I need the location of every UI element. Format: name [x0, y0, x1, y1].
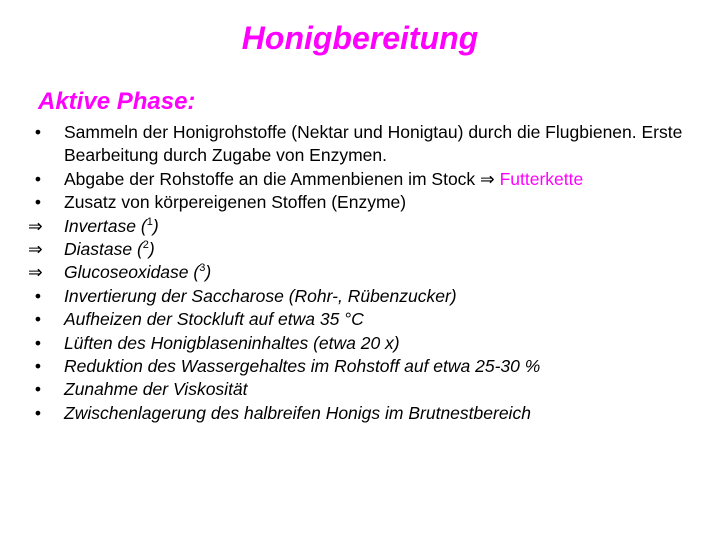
list-item-text: Sammeln der Honigrohstoffe (Nektar und Honigtau) durch die Flugbienen. Erste Bearbeitung durch Zugabe von Enzymen.	[64, 122, 683, 166]
list-item-text: Zusatz von körpereigenen Stoffen (Enzyme)	[64, 192, 407, 213]
list-item	[28, 261, 708, 284]
bullet-marker: •	[34, 168, 42, 189]
list-item-text: Glucoseoxidase (	[64, 262, 200, 283]
list-item	[28, 285, 708, 308]
slide-title: Honigbereitung	[241, 20, 479, 56]
list-item	[28, 191, 708, 214]
list-item-text: Zwischenlagerung des halbreifen Honigs im Brutnestbereich	[64, 402, 531, 423]
content-list	[28, 121, 708, 425]
implies-arrow-icon: ⇒	[28, 215, 43, 236]
footnote-number: 2	[142, 239, 149, 252]
highlight-term: Futterkette	[499, 168, 584, 189]
footnote-number: 1	[146, 215, 153, 228]
list-item-tail: )	[205, 262, 212, 283]
list-item	[28, 215, 708, 238]
list-item	[28, 378, 708, 401]
implies-arrow-icon: ⇒	[480, 168, 495, 189]
bullet-marker: •	[34, 379, 42, 400]
list-item	[28, 238, 708, 261]
list-item	[28, 332, 708, 355]
bullet-marker: •	[34, 285, 42, 306]
bullet-marker: •	[34, 122, 42, 142]
list-item	[28, 355, 708, 378]
list-item	[28, 121, 708, 168]
list-item-text: Reduktion des Wassergehaltes im Rohstoff auf etwa 25-30 %	[64, 356, 541, 377]
bullet-marker: •	[34, 332, 42, 353]
implies-arrow-icon: ⇒	[28, 239, 43, 260]
list-item-text: Aufheizen der Stockluft auf etwa 35 °C	[64, 309, 364, 330]
list-item-text: Zunahme der Viskosität	[64, 379, 248, 400]
list-item-text: Invertase (	[64, 215, 147, 236]
list-item	[28, 402, 708, 425]
list-item	[28, 168, 708, 191]
list-item	[28, 308, 708, 331]
footnote-number: 3	[199, 262, 206, 275]
bullet-marker: •	[34, 402, 42, 423]
section-subtitle: Aktive Phase:	[38, 88, 196, 115]
implies-arrow-icon: ⇒	[28, 262, 43, 283]
list-item-text: Invertierung der Saccharose (Rohr-, Rübenzucker)	[64, 285, 457, 306]
bullet-marker: •	[34, 356, 42, 377]
bullet-marker: •	[34, 309, 42, 330]
list-item-tail: )	[148, 239, 155, 260]
list-item-text: Abgabe der Rohstoffe an die Ammenbienen im Stock	[64, 168, 481, 189]
list-item-tail: )	[152, 215, 159, 236]
bullet-marker: •	[34, 192, 42, 213]
list-item-text: Lüften des Honigblaseninhaltes (etwa 20 x)	[64, 332, 400, 353]
list-item-text: Diastase (	[64, 239, 143, 260]
